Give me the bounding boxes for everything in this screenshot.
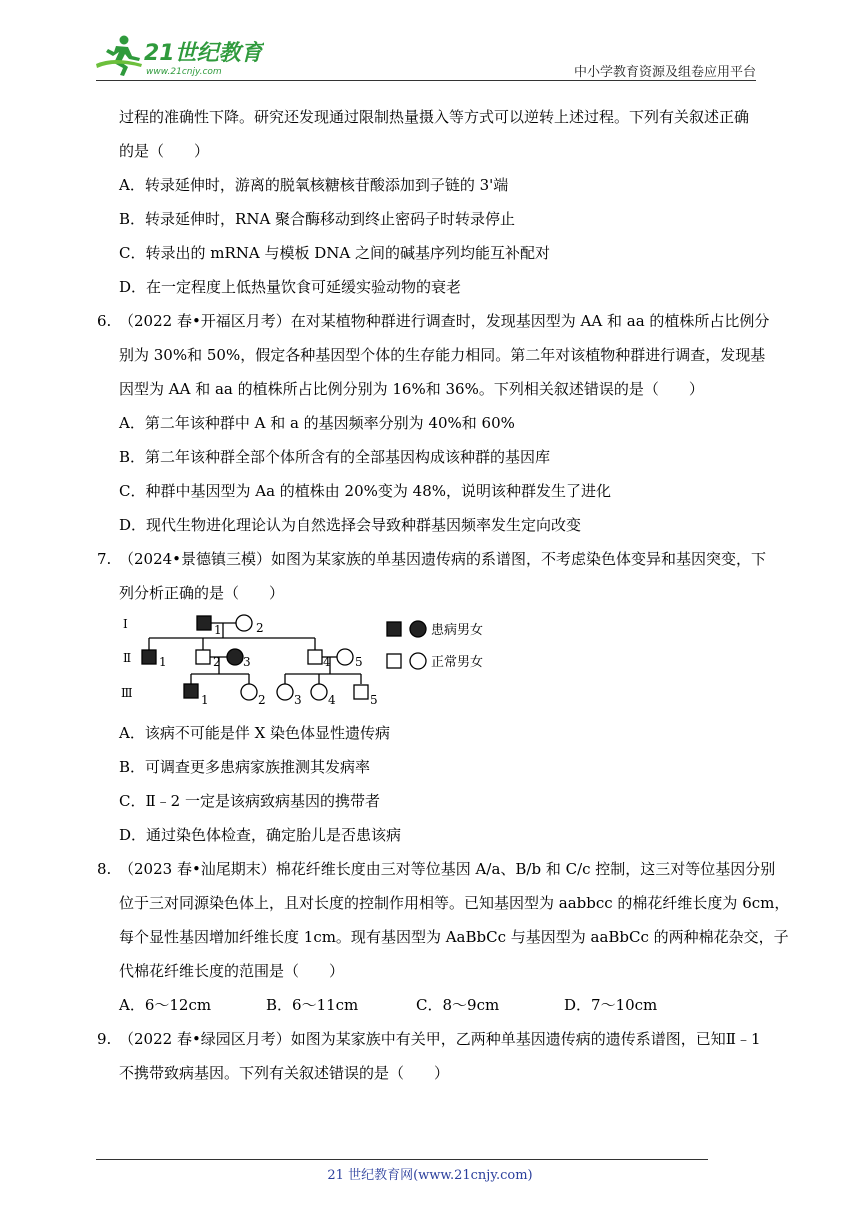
q6-option-b: B．第二年该种群全部个体所含有的全部基因构成该种群的基因库 xyxy=(119,448,551,466)
q6-stem-line: 6. （2022 春•开福区月考）在对某植物种群进行调查时，发现基因型为 AA 和 aa 的植株所占比例分 xyxy=(97,304,763,338)
individual-number: 5 xyxy=(370,693,378,707)
individual-number: 2 xyxy=(256,621,264,635)
individual-number: 1 xyxy=(159,655,167,669)
site-logo xyxy=(94,34,264,78)
individual-number: 3 xyxy=(294,693,302,707)
q7-option-a: A．该病不可能是伴 X 染色体显性遗传病 xyxy=(119,724,391,742)
question-number: 6. xyxy=(97,312,112,330)
q9-stem-line: 不携带致病基因。下列有关叙述错误的是（ ） xyxy=(119,1064,450,1082)
normal-male xyxy=(308,650,322,664)
q7-stem-line: 7. （2024•景德镇三模）如图为某家族的单基因遗传病的系谱图，不考虑染色体变异和基因突变，下 xyxy=(97,542,763,576)
platform-name: 中小学教育资源及组卷应用平台 xyxy=(573,65,756,80)
question-number: 7. xyxy=(97,550,112,568)
footer-divider xyxy=(96,1159,708,1160)
normal-female xyxy=(337,649,353,665)
normal-female xyxy=(277,684,293,700)
individual-number: 4 xyxy=(323,655,331,669)
legend-normal-label: 正常男女 xyxy=(431,655,484,670)
generation-label: Ⅲ xyxy=(121,686,133,700)
pedigree-legend xyxy=(387,621,426,669)
pedigree-chart xyxy=(119,612,519,712)
question-content xyxy=(97,100,790,1090)
normal-female xyxy=(241,684,257,700)
q5-option-c: C．转录出的 mRNA 与模板 DNA 之间的碱基序列均能互补配对 xyxy=(119,244,551,262)
individual-number: 2 xyxy=(213,655,221,669)
normal-male xyxy=(354,685,368,699)
footer-text: 21 世纪教育网(www.21cnjy.com) xyxy=(327,1168,533,1183)
normal-female xyxy=(236,615,252,631)
q6-option-a: A．第二年该种群中 A 和 a 的基因频率分别为 40%和 60% xyxy=(119,414,515,432)
runner-icon xyxy=(96,36,142,77)
q5-option-a: A．转录延伸时，游离的脱氧核糖核苷酸添加到子链的 3'端 xyxy=(119,176,509,194)
individual-number: 1 xyxy=(201,693,209,707)
q6-stem-line: 别为 30%和 50%，假定各种基因型个体的生存能力相同。第二年对该植物种群进行调查，发现基 xyxy=(119,346,766,364)
affected-male xyxy=(197,616,211,630)
question-number: 9. xyxy=(97,1030,112,1048)
q7-option-d: D．通过染色体检查，确定胎儿是否患该病 xyxy=(119,826,402,844)
q8-option-a: A．6～12cm xyxy=(119,996,212,1014)
q7-option-b: B．可调查更多患病家族推测其发病率 xyxy=(119,758,371,776)
normal-female xyxy=(311,684,327,700)
q7-option-c: C．Ⅱ﹣2 一定是该病致病基因的携带者 xyxy=(119,792,380,810)
q5-stem-line: 的是（ ） xyxy=(119,142,210,160)
individual-number: 3 xyxy=(243,655,251,669)
q8-stem-line: 8. （2023 春•汕尾期末）棉花纤维长度由三对等位基因 A/a、B/b 和 C/c 控制，这三对等位基因分别 xyxy=(97,852,763,886)
individual-number: 5 xyxy=(355,655,363,669)
affected-male xyxy=(142,650,156,664)
q5-stem-line: 过程的准确性下降。研究还发现通过限制热量摄入等方式可以逆转上述过程。下列有关叙述正确 xyxy=(119,108,750,126)
affected-male xyxy=(184,684,198,698)
normal-male xyxy=(196,650,210,664)
q8-option-b: B．6～11cm xyxy=(266,996,359,1014)
svg-text:21世纪教育: 21世纪教育 xyxy=(144,41,263,66)
q9-stem-line: 9. （2022 春•绿园区月考）如图为某家族中有关甲，乙两种单基因遗传病的遗传系谱图，已知Ⅱ﹣1 xyxy=(97,1022,763,1056)
q5-option-b: B．转录延伸时，RNA 聚合酶移动到终止密码子时转录停止 xyxy=(119,210,516,228)
individual-number: 4 xyxy=(328,693,336,707)
q5-option-d: D．在一定程度上低热量饮食可延缓实验动物的衰老 xyxy=(119,278,462,296)
legend-affected-label: 患病男女 xyxy=(431,623,484,638)
q8-options xyxy=(97,988,763,1022)
q8-option-c: C．8～9cm xyxy=(416,996,500,1014)
q6-option-c: C．种群中基因型为 Aa 的植株由 20%变为 48%，说明该种群发生了进化 xyxy=(119,482,612,500)
q7-stem-line: 列分析正确的是（ ） xyxy=(119,584,285,602)
affected-female xyxy=(227,649,243,665)
individual-number: 2 xyxy=(258,693,266,707)
q8-stem-line: 代棉花纤维长度的范围是（ ） xyxy=(119,962,345,980)
generation-label: Ⅱ xyxy=(123,651,132,665)
q8-stem-line: 每个显性基因增加纤维长度 1cm。现有基因型为 AaBbCc 与基因型为 aaBbCc 的两种棉花杂交，子 xyxy=(119,928,789,946)
q6-option-d: D．现代生物进化理论认为自然选择会导致种群基因频率发生定向改变 xyxy=(119,516,582,534)
q8-option-d: D．7～10cm xyxy=(564,996,658,1014)
svg-text:www.21cnjy.com: www.21cnjy.com xyxy=(146,67,222,77)
question-number: 8. xyxy=(97,860,112,878)
q6-stem-line: 因型为 AA 和 aa 的植株所占比例分别为 16%和 36%。下列相关叙述错误的是（ ） xyxy=(119,380,704,398)
generation-label: Ⅰ xyxy=(123,617,128,631)
header-divider xyxy=(96,80,756,81)
individual-number: 1 xyxy=(214,623,222,637)
q8-stem-line: 位于三对同源染色体上，且对长度的控制作用相等。已知基因型为 aabbcc 的棉花纤维长度为 6cm， xyxy=(119,894,790,912)
